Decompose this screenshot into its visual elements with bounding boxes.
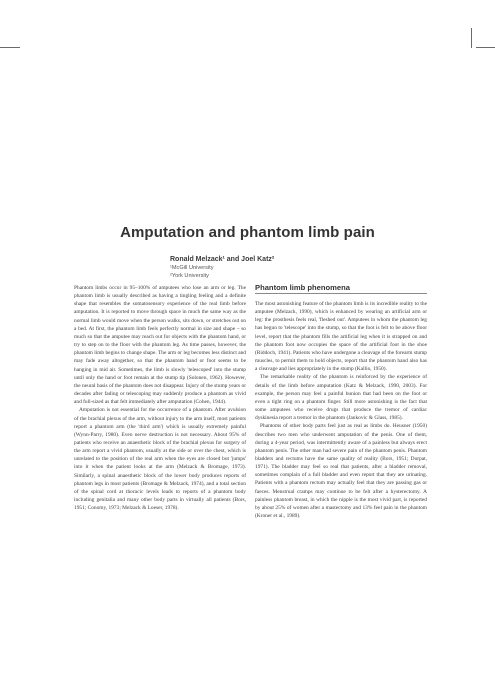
paragraph: Phantoms of other body parts feel just as real as limbs do. Heusner (1950) describes two men who underwent amputation of the penis. One of them, during a 4-year period, was intermittently aware of a painless but always erect phantom penis. The other man had severe pain of the phantom penis. Phantom bladders and rectums have the same quality of reality (Bors, 1951; Dorpat, 1971). The bladder may feel so real that patients, after a bladder removal, sometimes complain of a full bladder and even report that they are urinating. Patients with a phantom rectum may actually feel that they are passing gas or faeces. Menstrual cramps may continue to be felt after a hysterectomy. A painless phantom breast, in which the nipple is the most vivid part, is reported by about 25% of women after a mastectomy and 13% feel pain in the phantom (Kroner et al., 1989).: [255, 423, 427, 520]
right-column: [255, 284, 427, 520]
affiliation-1: ¹McGill University: [170, 265, 214, 271]
crop-mark-left: [0, 47, 20, 48]
affiliation-2: ²York University: [170, 273, 209, 279]
left-column: [74, 284, 246, 512]
paragraph: Amputation is not essential for the occurrence of a phantom. After avulsion of the brachial plexus of the arm, without injury to the arm itself, most patients report a phantom arm (the 'third arm') which is usually extremely painful (Wynn-Parry, 1980). Even nerve destruction is not necessary. About 95% of patients who receive an anaesthetic block of the brachial plexus for surgery of the arm report a vivid phantom, usually at the side or over the chest, which is unrelated to the position of the real arm when the eyes are closed but 'jumps' into it when the patient looks at the arm (Melzack & Bromage, 1973). Similarly, a spinal anaesthetic block of the lower body produces reports of phantom legs in most patients (Bromage & Melzack, 1974), and a total section of the spinal cord at thoracic levels leads to reports of a phantom body including genitalia and many other body parts in virtually all patients (Bors, 1951; Conomy, 1973; Melzack & Loeser, 1978).: [74, 407, 246, 512]
crop-mark-right-vertical: [471, 28, 472, 48]
author-block: [170, 255, 410, 280]
section-heading: Phantom limb phenomena: [255, 283, 350, 292]
crop-mark-right-horizontal: [476, 47, 495, 48]
article-title: Amputation and phantom limb pain: [120, 224, 375, 241]
paragraph: Phantom limbs occur in 95–100% of amputees who lose an arm or leg. The phantom limb is usually described as having a tingling feeling and a definite shape that resembles the somatosensory experience of the real limb before amputation. It is reported to move through space in much the same way as the normal limb would move when the person walks, sits down, or stretches out on a bed. At first, the phantom limb feels perfectly normal in size and shape – so much so that the amputee may reach out for objects with the phantom hand, or try to step on to the floor with the phantom leg. As time passes, however, the phantom limb begins to change shape. The arm or leg becomes less distinct and may fade away altogether, so that the phantom hand or foot seems to be hanging in mid air. Sometimes, the limb is slowly 'telescoped' into the stump until only the hand or foot remain at the stump tip (Solonen, 1962). However, the neural basis of the phantom does not disappear. Injury of the stump years or decades after fading or telescoping may suddenly produce a phantom as vivid and full-sized as that felt immediately after amputation (Cohen, 1944).: [74, 285, 246, 406]
paragraph: The remarkable reality of the phantom is reinforced by the experience of details of the limb before amputation (Katz & Melzack, 1990, 2003). For example, the person may feel a painful bunion that had been on the foot or even a tight ring on a phantom finger. Still more astonishing is the fact that some amputees who receive drugs that produce the tremor of cardiac dyskinesia report a tremor in the phantom (Jankovic & Glass, 1985).: [255, 374, 427, 422]
heading-rule: [255, 293, 427, 294]
author-names: Ronald Melzack¹ and Joel Katz²: [170, 256, 275, 263]
paragraph: The most astonishing feature of the phantom limb is its incredible reality to the amputee (Melzack, 1990), which is enhanced by wearing an artificial arm or leg: the prosthesis feels real, 'fleshed out'. Amputees in whom the phantom leg has begun to 'telescope' into the stump, so that the foot is felt to be above floor level, report that the phantom fills the artificial leg when it is strapped on and the phantom foot now occupies the space of the artificial foot in the shoe (Riddoch, 1941). Patients who have undergone a cleavage of the forearm stump muscles, to permit them to hold objects, report that the phantom hand also has a cleavage and lies appropriately in the stump (Kallio, 1950).: [255, 301, 427, 373]
